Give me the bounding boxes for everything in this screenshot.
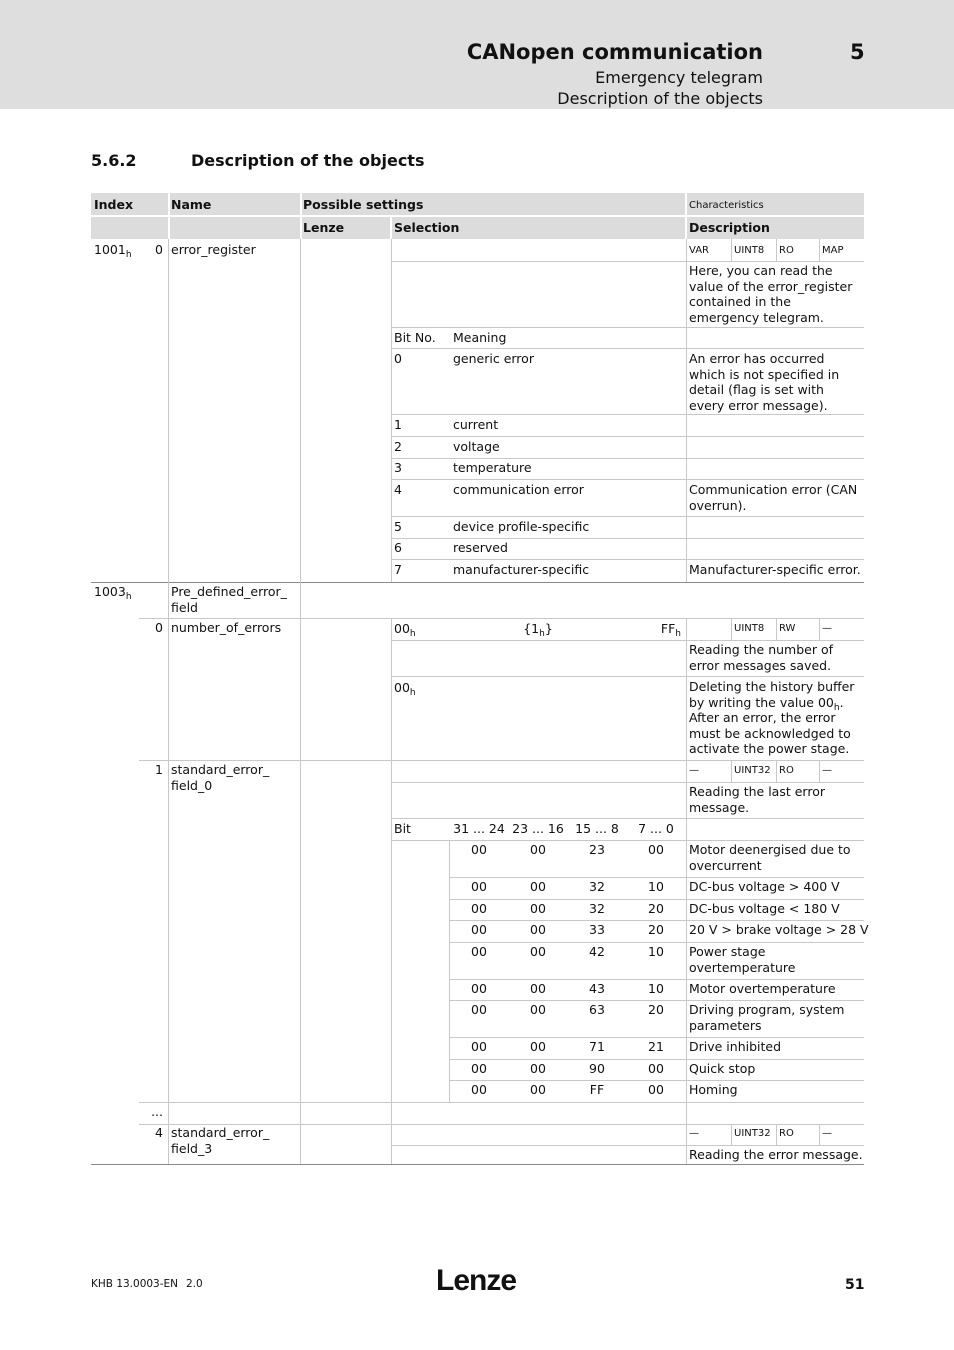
error-code-description: Motor overtemperature [689,981,836,996]
error-code-description: Motor deenergised due to overcurrent [689,842,851,873]
meaning-header: Meaning [453,330,507,345]
col-header-description: Description [689,220,770,235]
error-code-description: Homing [689,1082,738,1097]
chapter-number: 5 [850,40,865,64]
bit-meaning: current [453,417,499,432]
code-byte-2: 00 [530,842,546,857]
ellipsis-row: ... [151,1104,163,1119]
char-access: RO [779,1128,794,1139]
bit-range-header: 31 ... 24 [453,821,505,836]
bit-meaning: communication error [453,482,584,497]
error-code-description: Power stage overtemperature [689,944,796,975]
description-error-register: Here, you can read the value of the error_register contained in the emergency telegram. [689,263,853,325]
bit-number: 1 [394,417,402,432]
code-byte-0: 00 [648,842,664,857]
char-datatype: UINT32 [734,1128,771,1139]
subindex-1003-0: 0 [155,620,163,635]
code-byte-3: 00 [471,1082,487,1097]
lenze-logo-wordmark: Lenze [436,1264,516,1297]
bit-meaning: manufacturer-specific [453,562,590,577]
chapter-subtitle-2: Description of the objects [557,89,763,108]
code-byte-3: 00 [471,981,487,996]
bit-no-header: Bit No. [394,330,436,345]
code-byte-2: 00 [530,944,546,959]
description-error-message: Reading the error message. [689,1147,863,1162]
col-header-lenze: Lenze [303,220,345,235]
char-type: — [689,765,699,776]
col-header-selection: Selection [394,220,460,235]
object-name-pre-defined-error-field: Pre_defined_error_ field [171,584,287,615]
code-byte-3: 00 [471,1061,487,1076]
char-type: — [689,1128,699,1139]
code-byte-0: 00 [648,1082,664,1097]
bit-number: 7 [394,562,402,577]
col-header-characteristics: Characteristics [689,200,764,211]
char-datatype: UINT32 [734,765,771,776]
code-byte-1: 32 [589,879,605,894]
code-byte-0: 00 [648,1061,664,1076]
bit-meaning: reserved [453,540,508,555]
lenze-logo [436,1263,516,1297]
bit-number: 0 [394,351,402,366]
code-byte-2: 00 [530,1061,546,1076]
char-mapping: — [822,623,832,634]
code-byte-3: 00 [471,944,487,959]
range-min: $00_h$ [394,621,416,639]
col-header-possible-settings: Possible settings [303,197,424,212]
col-header-index: Index [94,197,134,212]
code-byte-0: 10 [648,981,664,996]
code-byte-3: 00 [471,901,487,916]
bit-meaning: device profile-specific [453,519,590,534]
chapter-subtitle: Emergency telegram [595,68,763,87]
error-code-description: 20 V > brake voltage > 28 V [689,922,869,937]
bit-range-header: 7 ... 0 [638,821,674,836]
bit-description: An error has occurred which is not specified in detail (flag is set with every error message). [689,351,840,413]
code-byte-3: 00 [471,1039,487,1054]
document-version: 2.0 [186,1278,203,1290]
char-access: RW [779,623,796,634]
object-name-standard-error-field-0: standard_error_ field_0 [171,762,270,793]
range-max: $FF_h$ [660,621,681,639]
error-code-description: Driving program, system parameters [689,1002,845,1033]
code-byte-2: 00 [530,981,546,996]
bit-meaning: temperature [453,460,532,475]
code-byte-2: 00 [530,1082,546,1097]
code-byte-1: 43 [589,981,605,996]
subindex-1003-1: 1 [155,762,163,777]
error-code-description: Quick stop [689,1061,756,1076]
bit-number: 4 [394,482,402,497]
code-byte-1: 42 [589,944,605,959]
bit-meaning: voltage [453,439,500,454]
char-mapping: MAP [822,245,844,256]
code-byte-0: 21 [648,1039,664,1054]
code-byte-0: 20 [648,922,664,937]
code-byte-1: 33 [589,922,605,937]
page-header-band [0,0,954,109]
bit-description: Communication error (CAN overrun). [689,482,858,513]
bit-range-header: 23 ... 16 [512,821,564,836]
description-clear-history: Deleting the history buffer by writing the value $00_h$. After an error, the error must be acknowledged to activate the power stage. [689,679,855,756]
index-1003: $1003_h$ [94,584,132,602]
code-byte-0: 10 [648,944,664,959]
char-datatype: UINT8 [734,245,765,256]
page-number: 51 [845,1277,865,1293]
code-byte-0: 20 [648,1002,664,1017]
bit-number: 5 [394,519,402,534]
section-number: 5.6.2 [91,151,137,170]
description-number-of-errors: Reading the number of error messages saved. [689,642,834,673]
code-byte-2: 00 [530,879,546,894]
objects-table [91,193,869,1165]
error-code-description: DC-bus voltage < 180 V [689,901,840,916]
code-byte-3: 00 [471,842,487,857]
bit-number: 3 [394,460,402,475]
code-byte-2: 00 [530,922,546,937]
range-default: $\{1_h\}$ [523,621,553,639]
char-access: RO [779,765,794,776]
code-byte-0: 20 [648,901,664,916]
bit-number: 6 [394,540,402,555]
object-name-number-of-errors: number_of_errors [171,620,282,635]
subindex-1003-4: 4 [155,1125,163,1140]
col-header-name: Name [171,197,212,212]
code-byte-2: 00 [530,1002,546,1017]
char-mapping: — [822,1128,832,1139]
code-byte-1: 90 [589,1061,605,1076]
bit-description: Manufacturer-specific error. [689,562,861,577]
object-name-standard-error-field-3: standard_error_ field_3 [171,1125,270,1156]
object-name-error-register: error_register [171,242,256,257]
subindex-1001-0: 0 [155,242,163,257]
code-byte-1: 63 [589,1002,605,1017]
chapter-title: CANopen communication [466,40,763,64]
bit-number: 2 [394,439,402,454]
code-byte-3: 00 [471,1002,487,1017]
bit-meaning: generic error [453,351,534,366]
char-access: RO [779,245,794,256]
code-byte-3: 00 [471,922,487,937]
index-1001: $1001_h$ [94,242,132,260]
selection-clear-value: $00_h$ [394,680,416,698]
section-title: Description of the objects [191,151,425,170]
char-type: VAR [689,245,709,256]
code-byte-3: 00 [471,879,487,894]
code-byte-1: 32 [589,901,605,916]
code-byte-2: 00 [530,901,546,916]
code-byte-1: 23 [589,842,605,857]
char-mapping: — [822,765,832,776]
bit-header: Bit [394,821,411,836]
bit-range-header: 15 ... 8 [575,821,619,836]
error-code-description: DC-bus voltage > 400 V [689,879,840,894]
char-datatype: UINT8 [734,623,765,634]
code-byte-1: FF [589,1082,605,1097]
document-id: KHB 13.0003-EN [91,1278,179,1290]
code-byte-1: 71 [589,1039,605,1054]
error-code-description: Drive inhibited [689,1039,782,1054]
description-last-error: Reading the last error message. [689,784,825,815]
code-byte-2: 00 [530,1039,546,1054]
code-byte-0: 10 [648,879,664,894]
